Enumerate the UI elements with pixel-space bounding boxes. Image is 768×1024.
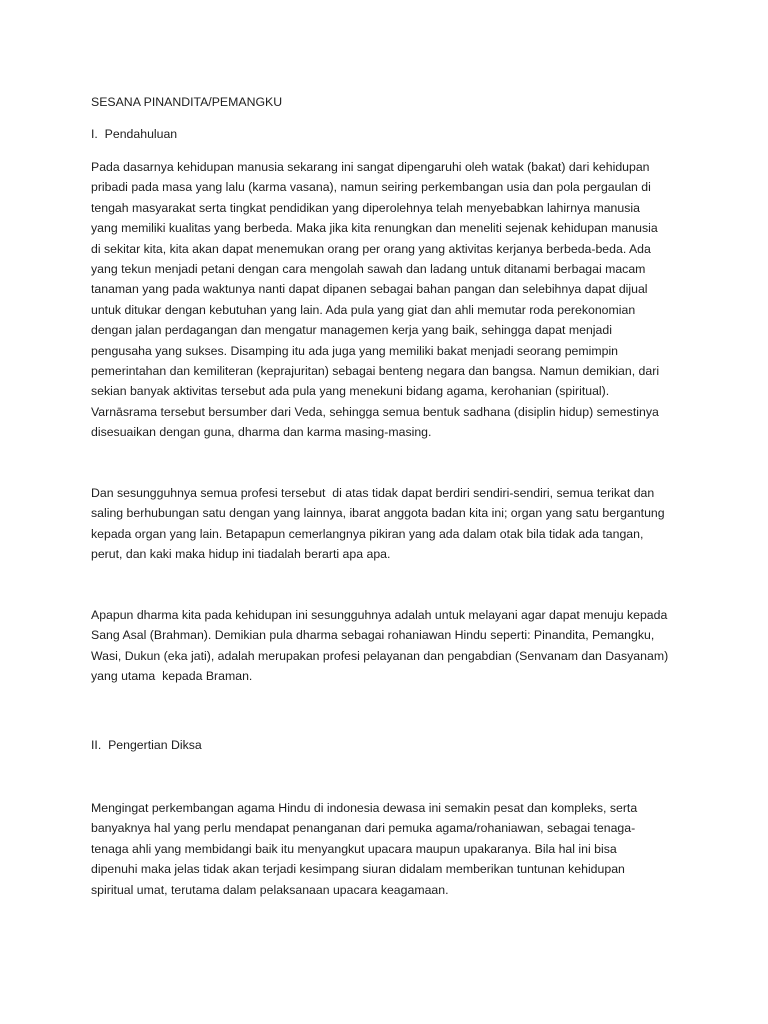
text-line: dengan jalan perdagangan dan mengatur managemen kerja yang baik, sehingga dapat menjadi [91,323,612,338]
text-line: pribadi pada masa yang lalu (karma vasana), namun seiring perkembangan usia dan pola pergaulan di [91,180,651,195]
text-line: di sekitar kita, kita akan dapat menemukan orang per orang yang aktivitas kerjanya berbeda-beda. Ada [91,241,651,256]
paragraph [91,157,728,442]
text-line: tanaman yang pada waktunya nanti dapat dipanen sebagai bahan pangan dan selebihnya dapat dijual [91,282,648,297]
text-line: banyaknya hal yang perlu mendapat penanganan dari pemuka agama/rohaniawan, sebagai tenaga- [91,821,636,836]
text-line: sekian banyak aktivitas tersebut ada pula yang menekuni bidang agama, kerohanian (spiritual). [91,384,610,399]
text-line: tenaga ahli yang membidangi baik itu menyangkut upacara maupun upakaranya. Bila hal ini bisa [91,841,617,856]
text-line: Sang Asal (Brahman). Demikian pula dharma sebagai rohaniawan Hindu seperti: Pinandita, Pemangku, [91,628,655,643]
text-line: Varnāsrama tersebut bersumber dari Veda, sehingga semua bentuk sadhana (disiplin hidup) semestinya [91,404,659,419]
text-line: saling berhubungan satu dengan yang lainnya, ibarat anggota badan kita ini; organ yang satu bergantung [91,506,665,521]
section-heading-text: II. Pengertian Diksa [91,738,202,752]
text-line: pemerintahan dan kemiliteran (keprajuritan) sebagai benteng negara dan bangsa. Namun demikian, dari [91,363,660,378]
text-line: dipenuhi maka jelas tidak akan terjadi kesimpang siuran didalam memberikan tuntunan kehidupan [91,862,625,877]
text-line: Apapun dharma kita pada kehidupan ini sesungguhnya adalah untuk melayani agar dapat menuju kepada [91,608,668,622]
text-line: untuk ditukar dengan kebutuhan yang lain. Ada pula yang giat dan ahli memutar roda perekonomian [91,302,636,317]
text-line: yang utama kepada Braman. [91,669,253,684]
paragraph [91,798,728,900]
text-line: yang tekun menjadi petani dengan cara mengolah sawah dan ladang untuk ditanami berbagai macam [91,261,646,276]
text-line: Mengingat perkembangan agama Hindu di indonesia dewasa ini semakin pesat dan kompleks, serta [91,801,638,815]
text-line: tengah masyarakat serta tingkat pendidikan yang diperolehnya telah menyebabkan lahirnya manusia [91,200,640,215]
text-line: disesuaikan dengan guna, dharma dan karma masing-masing. [91,425,432,440]
section-heading-pendahuluan [91,124,728,144]
text-line: pengusaha yang sukses. Disamping itu ada juga yang memiliki bakat menjadi seorang pemimpin [91,343,619,358]
text-line: Wasi, Dukun (eka jati), adalah merupakan profesi pelayanan dan pengabdian (Senvanam dan Dasyanam) [91,648,669,663]
section-heading-text: I. Pendahuluan [91,127,178,141]
text-line: Pada dasarnya kehidupan manusia sekarang ini sangat dipengaruhi oleh watak (bakat) dari kehidupan [91,160,650,174]
text-line: Dan sesungguhnya semua profesi tersebut di atas tidak dapat berdiri sendiri-sendiri, semua terikat dan [91,486,655,500]
text-line: kepada organ yang lain. Betapapun cemerlangnya pikiran yang ada dalam otak bila tidak ada tangan, [91,526,644,541]
document-title-text: SESANA PINANDITA/PEMANGKU [91,95,283,109]
text-line: yang memiliki kualitas yang berbeda. Maka jika kita renungkan dan meneliti sejenak kehidupan manusia [91,221,658,236]
paragraph [91,483,728,565]
text-line: perut, dan kaki maka hidup ini tiadalah berarti apa apa. [91,547,391,562]
section-heading-pengertian-diksa [91,735,728,755]
paragraph [91,605,728,687]
document-title [91,92,728,112]
text-line: spiritual umat, terutama dalam pelaksanaan upacara keagamaan. [91,882,449,897]
